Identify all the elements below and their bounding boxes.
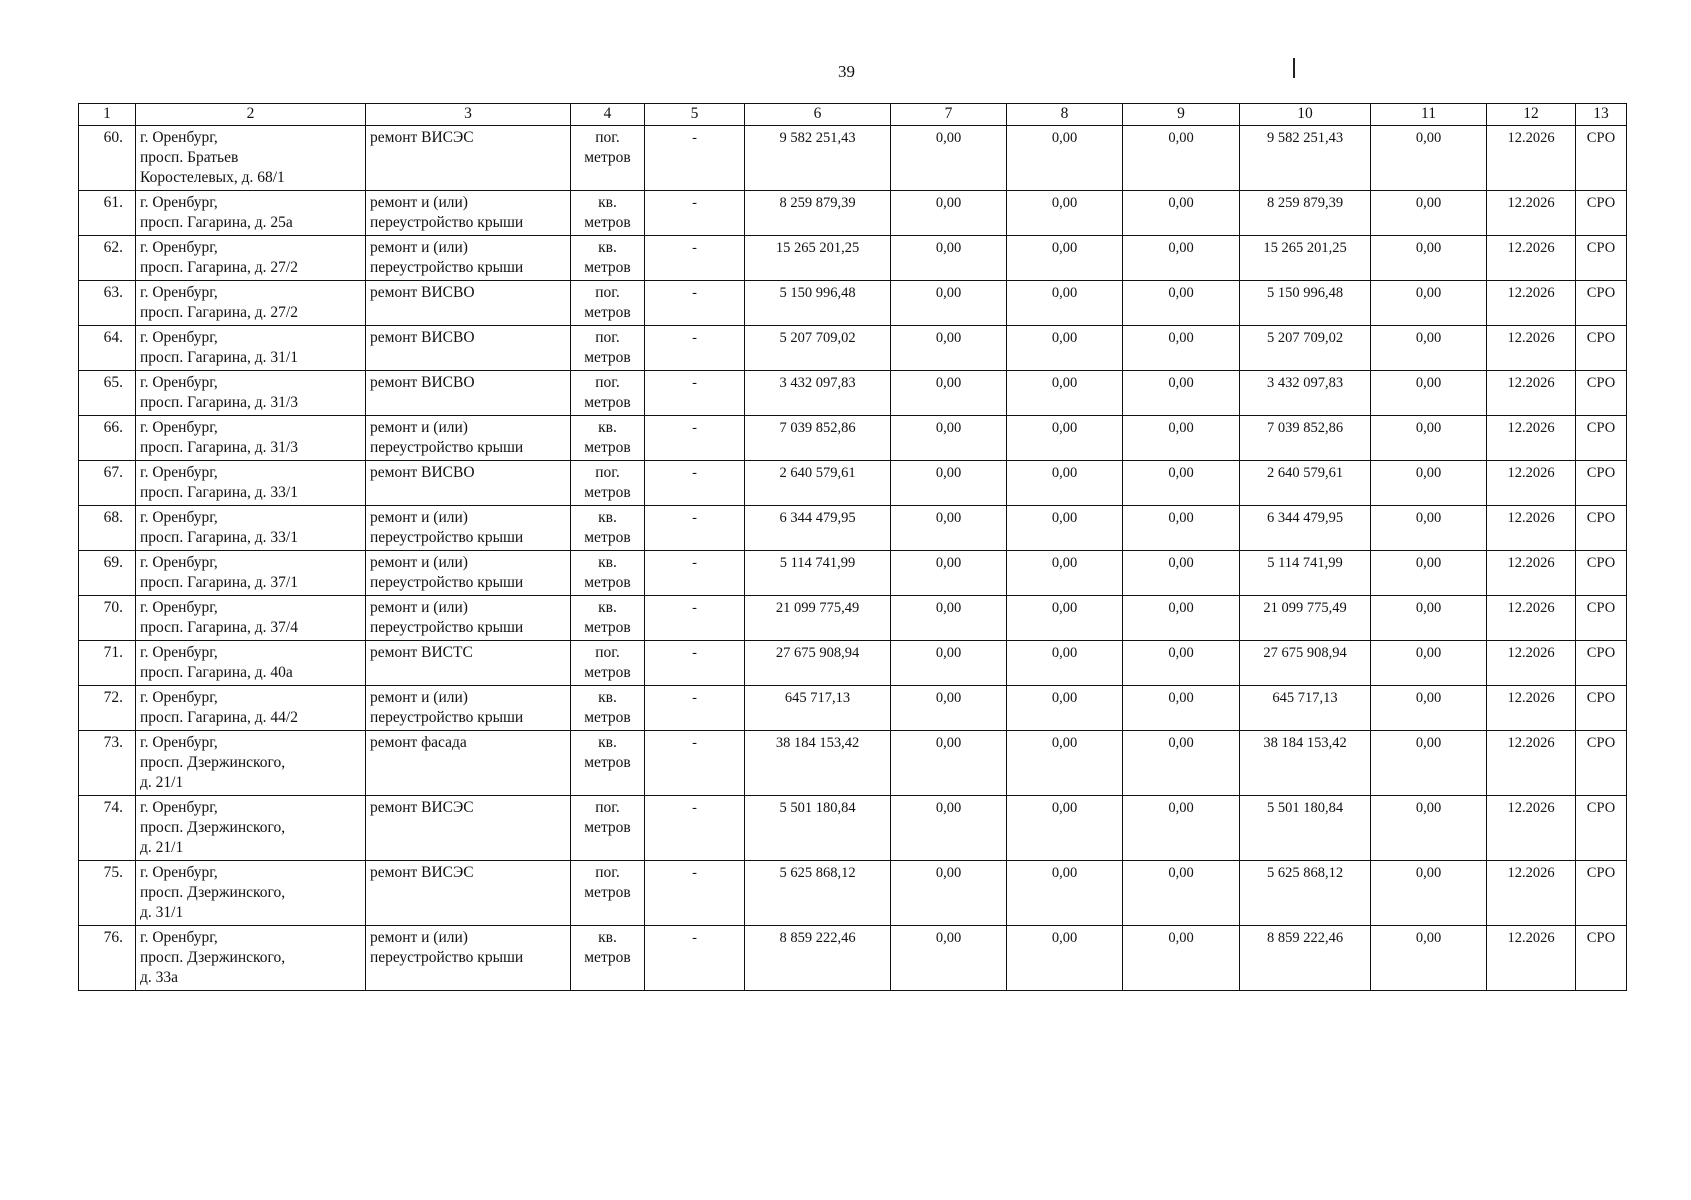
unit-cell: пог. метров xyxy=(571,861,645,926)
method-cell: СРО xyxy=(1576,731,1627,796)
owners-cost-cell: 7 039 852,86 xyxy=(1240,416,1371,461)
work-type-cell: ремонт и (или) переустройство крыши xyxy=(366,191,571,236)
local-cost-cell: 0,00 xyxy=(1123,641,1240,686)
owners-cost-cell: 38 184 153,42 xyxy=(1240,731,1371,796)
deadline-cell: 12.2026 xyxy=(1487,926,1576,991)
row-number: 60. xyxy=(79,126,136,191)
volume-cell: - xyxy=(645,461,745,506)
other-cost-cell: 0,00 xyxy=(1371,371,1487,416)
method-cell: СРО xyxy=(1576,641,1627,686)
owners-cost-cell: 15 265 201,25 xyxy=(1240,236,1371,281)
column-header: 5 xyxy=(645,104,745,126)
other-cost-cell: 0,00 xyxy=(1371,461,1487,506)
fund-cost-cell: 0,00 xyxy=(891,461,1007,506)
other-cost-cell: 0,00 xyxy=(1371,731,1487,796)
deadline-cell: 12.2026 xyxy=(1487,281,1576,326)
address-cell: г. Оренбург, просп. Гагарина, д. 37/4 xyxy=(136,596,366,641)
work-type-cell: ремонт и (или) переустройство крыши xyxy=(366,506,571,551)
unit-cell: кв. метров xyxy=(571,596,645,641)
unit-cell: кв. метров xyxy=(571,731,645,796)
column-header: 8 xyxy=(1007,104,1123,126)
method-cell: СРО xyxy=(1576,796,1627,861)
total-cost-cell: 5 114 741,99 xyxy=(745,551,891,596)
local-cost-cell: 0,00 xyxy=(1123,551,1240,596)
method-cell: СРО xyxy=(1576,596,1627,641)
row-number: 73. xyxy=(79,731,136,796)
column-header: 6 xyxy=(745,104,891,126)
row-number: 64. xyxy=(79,326,136,371)
local-cost-cell: 0,00 xyxy=(1123,506,1240,551)
address-cell: г. Оренбург, просп. Гагарина, д. 33/1 xyxy=(136,506,366,551)
deadline-cell: 12.2026 xyxy=(1487,796,1576,861)
table-row xyxy=(79,596,1627,641)
method-cell: СРО xyxy=(1576,281,1627,326)
budget-cost-cell: 0,00 xyxy=(1007,796,1123,861)
unit-cell: пог. метров xyxy=(571,641,645,686)
other-cost-cell: 0,00 xyxy=(1371,926,1487,991)
column-header: 4 xyxy=(571,104,645,126)
address-cell: г. Оренбург, просп. Гагарина, д. 33/1 xyxy=(136,461,366,506)
other-cost-cell: 0,00 xyxy=(1371,126,1487,191)
work-type-cell: ремонт ВИСЭС xyxy=(366,126,571,191)
volume-cell: - xyxy=(645,236,745,281)
local-cost-cell: 0,00 xyxy=(1123,416,1240,461)
total-cost-cell: 2 640 579,61 xyxy=(745,461,891,506)
address-cell: г. Оренбург, просп. Гагарина, д. 40а xyxy=(136,641,366,686)
other-cost-cell: 0,00 xyxy=(1371,596,1487,641)
unit-cell: кв. метров xyxy=(571,551,645,596)
fund-cost-cell: 0,00 xyxy=(891,861,1007,926)
unit-cell: пог. метров xyxy=(571,461,645,506)
budget-cost-cell: 0,00 xyxy=(1007,461,1123,506)
work-type-cell: ремонт ВИСТС xyxy=(366,641,571,686)
owners-cost-cell: 5 114 741,99 xyxy=(1240,551,1371,596)
column-header: 7 xyxy=(891,104,1007,126)
volume-cell: - xyxy=(645,596,745,641)
table-row xyxy=(79,416,1627,461)
unit-cell: пог. метров xyxy=(571,281,645,326)
fund-cost-cell: 0,00 xyxy=(891,191,1007,236)
budget-cost-cell: 0,00 xyxy=(1007,731,1123,796)
method-cell: СРО xyxy=(1576,371,1627,416)
fund-cost-cell: 0,00 xyxy=(891,326,1007,371)
budget-cost-cell: 0,00 xyxy=(1007,551,1123,596)
fund-cost-cell: 0,00 xyxy=(891,126,1007,191)
owners-cost-cell: 3 432 097,83 xyxy=(1240,371,1371,416)
volume-cell: - xyxy=(645,796,745,861)
row-number: 65. xyxy=(79,371,136,416)
volume-cell: - xyxy=(645,861,745,926)
address-cell: г. Оренбург, просп. Гагарина, д. 25а xyxy=(136,191,366,236)
local-cost-cell: 0,00 xyxy=(1123,461,1240,506)
work-type-cell: ремонт и (или) переустройство крыши xyxy=(366,926,571,991)
row-number: 66. xyxy=(79,416,136,461)
address-cell: г. Оренбург, просп. Дзержинского, д. 21/1 xyxy=(136,731,366,796)
column-header: 11 xyxy=(1371,104,1487,126)
unit-cell: пог. метров xyxy=(571,371,645,416)
other-cost-cell: 0,00 xyxy=(1371,506,1487,551)
total-cost-cell: 5 150 996,48 xyxy=(745,281,891,326)
method-cell: СРО xyxy=(1576,236,1627,281)
owners-cost-cell: 5 625 868,12 xyxy=(1240,861,1371,926)
method-cell: СРО xyxy=(1576,416,1627,461)
address-cell: г. Оренбург, просп. Братьев Коростелевых, д. 68/1 xyxy=(136,126,366,191)
local-cost-cell: 0,00 xyxy=(1123,126,1240,191)
local-cost-cell: 0,00 xyxy=(1123,236,1240,281)
table-row xyxy=(79,551,1627,596)
other-cost-cell: 0,00 xyxy=(1371,191,1487,236)
table-row xyxy=(79,191,1627,236)
other-cost-cell: 0,00 xyxy=(1371,641,1487,686)
other-cost-cell: 0,00 xyxy=(1371,416,1487,461)
fund-cost-cell: 0,00 xyxy=(891,551,1007,596)
local-cost-cell: 0,00 xyxy=(1123,326,1240,371)
owners-cost-cell: 27 675 908,94 xyxy=(1240,641,1371,686)
deadline-cell: 12.2026 xyxy=(1487,126,1576,191)
volume-cell: - xyxy=(645,551,745,596)
fund-cost-cell: 0,00 xyxy=(891,641,1007,686)
budget-cost-cell: 0,00 xyxy=(1007,236,1123,281)
owners-cost-cell: 6 344 479,95 xyxy=(1240,506,1371,551)
row-number: 63. xyxy=(79,281,136,326)
table-row xyxy=(79,796,1627,861)
table-row xyxy=(79,371,1627,416)
unit-cell: кв. метров xyxy=(571,686,645,731)
fund-cost-cell: 0,00 xyxy=(891,926,1007,991)
deadline-cell: 12.2026 xyxy=(1487,596,1576,641)
method-cell: СРО xyxy=(1576,686,1627,731)
owners-cost-cell: 2 640 579,61 xyxy=(1240,461,1371,506)
owners-cost-cell: 9 582 251,43 xyxy=(1240,126,1371,191)
work-type-cell: ремонт ВИСВО xyxy=(366,281,571,326)
method-cell: СРО xyxy=(1576,926,1627,991)
method-cell: СРО xyxy=(1576,326,1627,371)
budget-cost-cell: 0,00 xyxy=(1007,371,1123,416)
row-number: 74. xyxy=(79,796,136,861)
deadline-cell: 12.2026 xyxy=(1487,861,1576,926)
address-cell: г. Оренбург, просп. Дзержинского, д. 33а xyxy=(136,926,366,991)
local-cost-cell: 0,00 xyxy=(1123,596,1240,641)
fund-cost-cell: 0,00 xyxy=(891,796,1007,861)
work-type-cell: ремонт и (или) переустройство крыши xyxy=(366,596,571,641)
deadline-cell: 12.2026 xyxy=(1487,326,1576,371)
deadline-cell: 12.2026 xyxy=(1487,686,1576,731)
total-cost-cell: 645 717,13 xyxy=(745,686,891,731)
total-cost-cell: 7 039 852,86 xyxy=(745,416,891,461)
page-number: 39 xyxy=(838,62,855,81)
budget-cost-cell: 0,00 xyxy=(1007,126,1123,191)
address-cell: г. Оренбург, просп. Гагарина, д. 31/3 xyxy=(136,371,366,416)
table-row xyxy=(79,506,1627,551)
row-number: 68. xyxy=(79,506,136,551)
other-cost-cell: 0,00 xyxy=(1371,551,1487,596)
volume-cell: - xyxy=(645,416,745,461)
local-cost-cell: 0,00 xyxy=(1123,281,1240,326)
budget-cost-cell: 0,00 xyxy=(1007,641,1123,686)
budget-cost-cell: 0,00 xyxy=(1007,596,1123,641)
deadline-cell: 12.2026 xyxy=(1487,461,1576,506)
owners-cost-cell: 5 207 709,02 xyxy=(1240,326,1371,371)
unit-cell: кв. метров xyxy=(571,191,645,236)
address-cell: г. Оренбург, просп. Дзержинского, д. 31/1 xyxy=(136,861,366,926)
budget-cost-cell: 0,00 xyxy=(1007,506,1123,551)
address-cell: г. Оренбург, просп. Дзержинского, д. 21/1 xyxy=(136,796,366,861)
other-cost-cell: 0,00 xyxy=(1371,686,1487,731)
row-number: 61. xyxy=(79,191,136,236)
deadline-cell: 12.2026 xyxy=(1487,731,1576,796)
deadline-cell: 12.2026 xyxy=(1487,641,1576,686)
other-cost-cell: 0,00 xyxy=(1371,326,1487,371)
fund-cost-cell: 0,00 xyxy=(891,236,1007,281)
table-row xyxy=(79,461,1627,506)
work-type-cell: ремонт и (или) переустройство крыши xyxy=(366,416,571,461)
volume-cell: - xyxy=(645,731,745,796)
fund-cost-cell: 0,00 xyxy=(891,416,1007,461)
column-header: 1 xyxy=(79,104,136,126)
total-cost-cell: 15 265 201,25 xyxy=(745,236,891,281)
unit-cell: пог. метров xyxy=(571,326,645,371)
total-cost-cell: 6 344 479,95 xyxy=(745,506,891,551)
work-type-cell: ремонт ВИСВО xyxy=(366,371,571,416)
deadline-cell: 12.2026 xyxy=(1487,191,1576,236)
owners-cost-cell: 645 717,13 xyxy=(1240,686,1371,731)
row-number: 62. xyxy=(79,236,136,281)
other-cost-cell: 0,00 xyxy=(1371,796,1487,861)
budget-cost-cell: 0,00 xyxy=(1007,326,1123,371)
budget-cost-cell: 0,00 xyxy=(1007,191,1123,236)
work-type-cell: ремонт ВИСВО xyxy=(366,461,571,506)
column-header: 3 xyxy=(366,104,571,126)
local-cost-cell: 0,00 xyxy=(1123,796,1240,861)
deadline-cell: 12.2026 xyxy=(1487,416,1576,461)
unit-cell: кв. метров xyxy=(571,506,645,551)
address-cell: г. Оренбург, просп. Гагарина, д. 31/3 xyxy=(136,416,366,461)
volume-cell: - xyxy=(645,326,745,371)
method-cell: СРО xyxy=(1576,861,1627,926)
total-cost-cell: 8 859 222,46 xyxy=(745,926,891,991)
scan-mark xyxy=(1293,58,1295,78)
work-type-cell: ремонт и (или) переустройство крыши xyxy=(366,236,571,281)
column-header: 2 xyxy=(136,104,366,126)
column-header: 10 xyxy=(1240,104,1371,126)
fund-cost-cell: 0,00 xyxy=(891,371,1007,416)
work-type-cell: ремонт и (или) переустройство крыши xyxy=(366,551,571,596)
row-number: 76. xyxy=(79,926,136,991)
fund-cost-cell: 0,00 xyxy=(891,506,1007,551)
method-cell: СРО xyxy=(1576,461,1627,506)
table-row xyxy=(79,731,1627,796)
volume-cell: - xyxy=(645,371,745,416)
volume-cell: - xyxy=(645,506,745,551)
row-number: 69. xyxy=(79,551,136,596)
fund-cost-cell: 0,00 xyxy=(891,596,1007,641)
volume-cell: - xyxy=(645,126,745,191)
unit-cell: кв. метров xyxy=(571,416,645,461)
total-cost-cell: 9 582 251,43 xyxy=(745,126,891,191)
method-cell: СРО xyxy=(1576,126,1627,191)
volume-cell: - xyxy=(645,926,745,991)
row-number: 67. xyxy=(79,461,136,506)
row-number: 71. xyxy=(79,641,136,686)
column-header: 13 xyxy=(1576,104,1627,126)
fund-cost-cell: 0,00 xyxy=(891,686,1007,731)
other-cost-cell: 0,00 xyxy=(1371,861,1487,926)
address-cell: г. Оренбург, просп. Гагарина, д. 27/2 xyxy=(136,281,366,326)
budget-cost-cell: 0,00 xyxy=(1007,861,1123,926)
local-cost-cell: 0,00 xyxy=(1123,686,1240,731)
table-row xyxy=(79,861,1627,926)
table-row xyxy=(79,236,1627,281)
budget-cost-cell: 0,00 xyxy=(1007,281,1123,326)
local-cost-cell: 0,00 xyxy=(1123,371,1240,416)
address-cell: г. Оренбург, просп. Гагарина, д. 27/2 xyxy=(136,236,366,281)
total-cost-cell: 8 259 879,39 xyxy=(745,191,891,236)
table-row xyxy=(79,126,1627,191)
row-number: 75. xyxy=(79,861,136,926)
deadline-cell: 12.2026 xyxy=(1487,236,1576,281)
budget-cost-cell: 0,00 xyxy=(1007,926,1123,991)
unit-cell: кв. метров xyxy=(571,236,645,281)
table-row xyxy=(79,641,1627,686)
other-cost-cell: 0,00 xyxy=(1371,281,1487,326)
table-header-row xyxy=(79,104,1627,126)
method-cell: СРО xyxy=(1576,551,1627,596)
local-cost-cell: 0,00 xyxy=(1123,861,1240,926)
other-cost-cell: 0,00 xyxy=(1371,236,1487,281)
fund-cost-cell: 0,00 xyxy=(891,281,1007,326)
work-type-cell: ремонт и (или) переустройство крыши xyxy=(366,686,571,731)
volume-cell: - xyxy=(645,686,745,731)
volume-cell: - xyxy=(645,281,745,326)
deadline-cell: 12.2026 xyxy=(1487,551,1576,596)
owners-cost-cell: 8 859 222,46 xyxy=(1240,926,1371,991)
table-row xyxy=(79,686,1627,731)
table-row xyxy=(79,281,1627,326)
column-header: 9 xyxy=(1123,104,1240,126)
address-cell: г. Оренбург, просп. Гагарина, д. 44/2 xyxy=(136,686,366,731)
total-cost-cell: 38 184 153,42 xyxy=(745,731,891,796)
total-cost-cell: 21 099 775,49 xyxy=(745,596,891,641)
address-cell: г. Оренбург, просп. Гагарина, д. 37/1 xyxy=(136,551,366,596)
total-cost-cell: 5 207 709,02 xyxy=(745,326,891,371)
deadline-cell: 12.2026 xyxy=(1487,506,1576,551)
method-cell: СРО xyxy=(1576,191,1627,236)
total-cost-cell: 5 501 180,84 xyxy=(745,796,891,861)
table-row xyxy=(79,326,1627,371)
row-number: 72. xyxy=(79,686,136,731)
unit-cell: пог. метров xyxy=(571,126,645,191)
volume-cell: - xyxy=(645,191,745,236)
work-type-cell: ремонт ВИСЭС xyxy=(366,796,571,861)
owners-cost-cell: 5 501 180,84 xyxy=(1240,796,1371,861)
owners-cost-cell: 8 259 879,39 xyxy=(1240,191,1371,236)
column-header: 12 xyxy=(1487,104,1576,126)
address-cell: г. Оренбург, просп. Гагарина, д. 31/1 xyxy=(136,326,366,371)
method-cell: СРО xyxy=(1576,506,1627,551)
repair-plan-table xyxy=(78,103,1627,991)
budget-cost-cell: 0,00 xyxy=(1007,686,1123,731)
local-cost-cell: 0,00 xyxy=(1123,926,1240,991)
deadline-cell: 12.2026 xyxy=(1487,371,1576,416)
unit-cell: пог. метров xyxy=(571,796,645,861)
owners-cost-cell: 21 099 775,49 xyxy=(1240,596,1371,641)
work-type-cell: ремонт фасада xyxy=(366,731,571,796)
fund-cost-cell: 0,00 xyxy=(891,731,1007,796)
table-body xyxy=(79,126,1627,991)
budget-cost-cell: 0,00 xyxy=(1007,416,1123,461)
work-type-cell: ремонт ВИСЭС xyxy=(366,861,571,926)
row-number: 70. xyxy=(79,596,136,641)
total-cost-cell: 3 432 097,83 xyxy=(745,371,891,416)
volume-cell: - xyxy=(645,641,745,686)
unit-cell: кв. метров xyxy=(571,926,645,991)
total-cost-cell: 27 675 908,94 xyxy=(745,641,891,686)
total-cost-cell: 5 625 868,12 xyxy=(745,861,891,926)
work-type-cell: ремонт ВИСВО xyxy=(366,326,571,371)
local-cost-cell: 0,00 xyxy=(1123,731,1240,796)
local-cost-cell: 0,00 xyxy=(1123,191,1240,236)
owners-cost-cell: 5 150 996,48 xyxy=(1240,281,1371,326)
table-row xyxy=(79,926,1627,991)
